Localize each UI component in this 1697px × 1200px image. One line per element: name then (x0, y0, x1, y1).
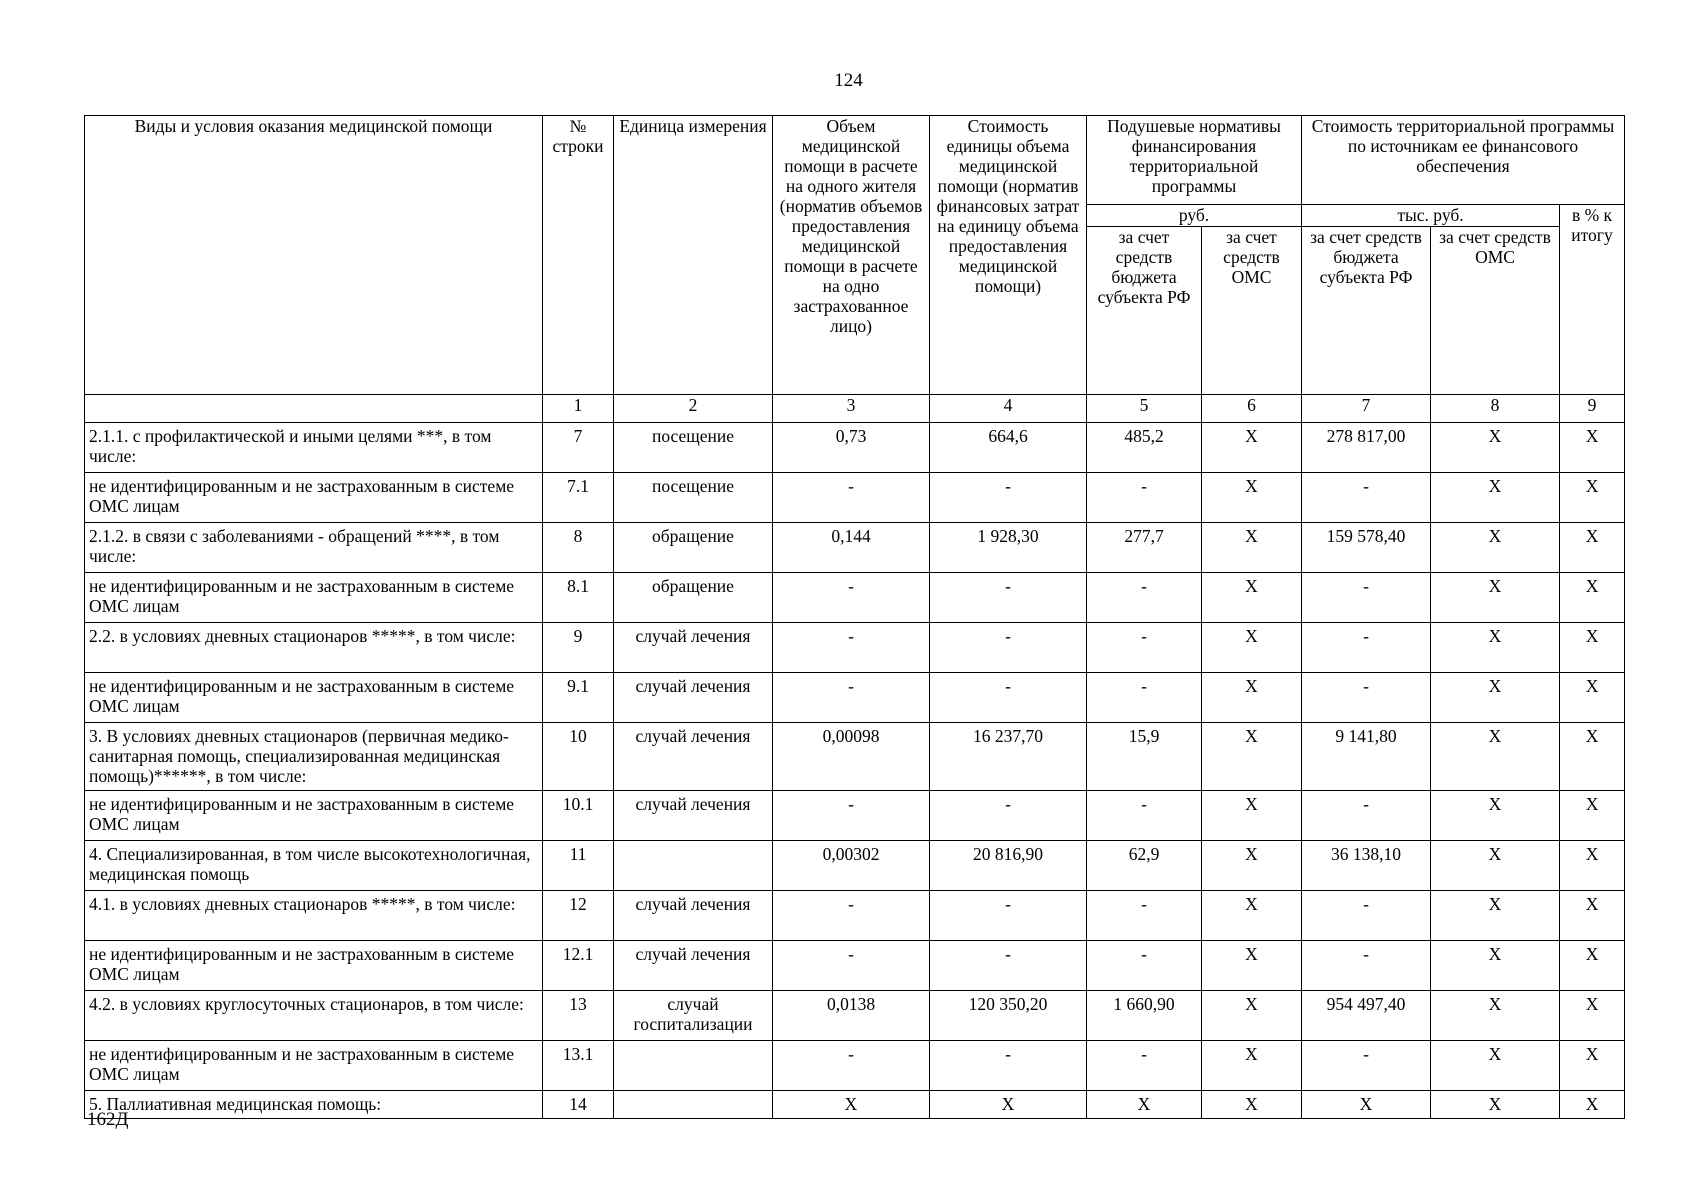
table-header (85, 116, 1625, 395)
table-row (85, 673, 1625, 723)
row-name: 4. Специализированная, в том числе высокотехнологичная, медицинская помощь (85, 841, 543, 891)
column-number (85, 395, 543, 423)
row-oms-rub: Х (1202, 841, 1302, 891)
row-oms-thous: Х (1431, 991, 1560, 1041)
header-budget-rub: за счет средств бюджета субъекта РФ (1087, 227, 1202, 395)
row-unit-cost: - (930, 891, 1087, 941)
row-volume: - (773, 1041, 930, 1091)
row-unit: случай лечения (614, 791, 773, 841)
row-budget-thous: 36 138,10 (1302, 841, 1431, 891)
row-budget-thous: - (1302, 791, 1431, 841)
row-budget-thous: - (1302, 573, 1431, 623)
row-oms-rub: Х (1202, 891, 1302, 941)
row-oms-rub: Х (1202, 941, 1302, 991)
row-oms-thous: Х (1431, 423, 1560, 473)
row-percent: Х (1560, 991, 1625, 1041)
row-unit: случай лечения (614, 891, 773, 941)
row-name: не идентифицированным и не застрахованным в системе ОМС лицам (85, 1041, 543, 1091)
row-budget-rub: 62,9 (1087, 841, 1202, 891)
row-unit: случай лечения (614, 623, 773, 673)
table-row (85, 941, 1625, 991)
row-unit-cost: - (930, 791, 1087, 841)
row-unit-cost: - (930, 573, 1087, 623)
row-name: 2.1.2. в связи с заболеваниями - обращений ****, в том числе: (85, 523, 543, 573)
table-row (85, 841, 1625, 891)
table-row (85, 1041, 1625, 1091)
table-row (85, 723, 1625, 791)
row-name: не идентифицированным и не застрахованным в системе ОМС лицам (85, 473, 543, 523)
table-row (85, 623, 1625, 673)
row-percent: Х (1560, 891, 1625, 941)
row-oms-rub: Х (1202, 623, 1302, 673)
row-volume: 0,00098 (773, 723, 930, 791)
row-budget-thous: 9 141,80 (1302, 723, 1431, 791)
row-name: 2.2. в условиях дневных стационаров *****, в том числе: (85, 623, 543, 673)
row-volume: - (773, 623, 930, 673)
row-unit: обращение (614, 523, 773, 573)
row-number: 13.1 (543, 1041, 614, 1091)
column-number: 1 (543, 395, 614, 423)
row-number: 9.1 (543, 673, 614, 723)
row-unit-cost: - (930, 1041, 1087, 1091)
row-oms-thous: Х (1431, 1041, 1560, 1091)
row-budget-thous: - (1302, 941, 1431, 991)
row-budget-rub: 485,2 (1087, 423, 1202, 473)
row-budget-thous: - (1302, 673, 1431, 723)
row-unit-cost: - (930, 941, 1087, 991)
column-number: 2 (614, 395, 773, 423)
row-oms-rub: Х (1202, 573, 1302, 623)
row-oms-rub: Х (1202, 723, 1302, 791)
row-name: не идентифицированным и не застрахованным в системе ОМС лицам (85, 791, 543, 841)
row-budget-thous: Х (1302, 1091, 1431, 1119)
row-volume: - (773, 941, 930, 991)
header-oms-thous: за счет средств ОМС (1431, 227, 1560, 395)
header-volume: Объем медицинской помощи в расчете на одного жителя (норматив объемов предоставления медицинской помощи в расчете на одно застрахованное лицо) (773, 116, 930, 395)
row-percent: Х (1560, 523, 1625, 573)
row-oms-thous: Х (1431, 1091, 1560, 1119)
row-oms-thous: Х (1431, 623, 1560, 673)
header-oms-rub: за счет средств ОМС (1202, 227, 1302, 395)
row-oms-thous: Х (1431, 791, 1560, 841)
table-row (85, 423, 1625, 473)
column-numbers (85, 395, 1625, 423)
row-percent: Х (1560, 723, 1625, 791)
row-budget-rub: - (1087, 791, 1202, 841)
table-row (85, 791, 1625, 841)
row-budget-rub: 15,9 (1087, 723, 1202, 791)
row-volume: - (773, 473, 930, 523)
row-percent: Х (1560, 791, 1625, 841)
row-unit (614, 841, 773, 891)
row-budget-thous: - (1302, 623, 1431, 673)
table-body (85, 423, 1625, 1119)
row-unit: посещение (614, 423, 773, 473)
row-unit: посещение (614, 473, 773, 523)
row-budget-thous: - (1302, 891, 1431, 941)
row-name: 2.1.1. с профилактической и иными целями ***, в том числе: (85, 423, 543, 473)
row-unit: случай госпитализации (614, 991, 773, 1041)
row-name: 4.2. в условиях круглосуточных стационаров, в том числе: (85, 991, 543, 1041)
row-number: 12.1 (543, 941, 614, 991)
row-volume: 0,144 (773, 523, 930, 573)
row-budget-rub: 1 660,90 (1087, 991, 1202, 1041)
table-row (85, 473, 1625, 523)
row-name: 3. В условиях дневных стационаров (первичная медико-санитарная помощь, специализированная медицинская помощь)******, в том числе: (85, 723, 543, 791)
row-unit: обращение (614, 573, 773, 623)
column-number: 4 (930, 395, 1087, 423)
row-oms-rub: Х (1202, 473, 1302, 523)
row-percent: Х (1560, 423, 1625, 473)
row-unit-cost: - (930, 623, 1087, 673)
row-volume: Х (773, 1091, 930, 1119)
row-budget-thous: 278 817,00 (1302, 423, 1431, 473)
table-row (85, 573, 1625, 623)
row-number: 8.1 (543, 573, 614, 623)
row-unit-cost: 16 237,70 (930, 723, 1087, 791)
row-oms-thous: Х (1431, 573, 1560, 623)
header-budget-thous: за счет средств бюджета субъекта РФ (1302, 227, 1431, 395)
row-budget-rub: 277,7 (1087, 523, 1202, 573)
column-number: 7 (1302, 395, 1431, 423)
row-volume: - (773, 673, 930, 723)
row-unit-cost: 20 816,90 (930, 841, 1087, 891)
row-name: 4.1. в условиях дневных стационаров *****, в том числе: (85, 891, 543, 941)
row-budget-thous: 159 578,40 (1302, 523, 1431, 573)
row-oms-thous: Х (1431, 841, 1560, 891)
footer-code: 162Д (87, 1109, 129, 1130)
row-volume: - (773, 573, 930, 623)
row-percent: Х (1560, 623, 1625, 673)
row-budget-rub: - (1087, 1041, 1202, 1091)
row-name: не идентифицированным и не застрахованным в системе ОМС лицам (85, 941, 543, 991)
row-budget-rub: - (1087, 673, 1202, 723)
row-unit-cost: 1 928,30 (930, 523, 1087, 573)
row-name: не идентифицированным и не застрахованным в системе ОМС лицам (85, 673, 543, 723)
row-oms-rub: Х (1202, 1041, 1302, 1091)
row-oms-thous: Х (1431, 473, 1560, 523)
row-budget-thous: - (1302, 473, 1431, 523)
column-number: 5 (1087, 395, 1202, 423)
financing-table (84, 115, 1625, 1119)
row-unit: случай лечения (614, 941, 773, 991)
row-number: 13 (543, 991, 614, 1041)
row-oms-thous: Х (1431, 673, 1560, 723)
row-number: 9 (543, 623, 614, 673)
row-volume: 0,00302 (773, 841, 930, 891)
row-percent: Х (1560, 1041, 1625, 1091)
row-unit: случай лечения (614, 673, 773, 723)
row-oms-rub: Х (1202, 423, 1302, 473)
header-percent-of-total: в % к итогу (1560, 205, 1625, 395)
header-thous-rub: тыс. руб. (1302, 205, 1560, 227)
row-budget-rub: - (1087, 941, 1202, 991)
row-name: не идентифицированным и не застрахованным в системе ОМС лицам (85, 573, 543, 623)
column-number: 8 (1431, 395, 1560, 423)
header-per-capita-norms: Подушевые нормативы финансирования территориальной программы (1087, 116, 1302, 205)
row-number: 8 (543, 523, 614, 573)
header-type-of-care: Виды и условия оказания медицинской помощи (85, 116, 543, 395)
row-number: 14 (543, 1091, 614, 1119)
row-oms-thous: Х (1431, 523, 1560, 573)
row-number: 7 (543, 423, 614, 473)
row-budget-rub: - (1087, 473, 1202, 523)
row-unit-cost: - (930, 473, 1087, 523)
row-unit: случай лечения (614, 723, 773, 791)
row-oms-thous: Х (1431, 723, 1560, 791)
row-budget-rub: - (1087, 573, 1202, 623)
row-budget-thous: 954 497,40 (1302, 991, 1431, 1041)
row-number: 7.1 (543, 473, 614, 523)
column-number: 6 (1202, 395, 1302, 423)
row-unit (614, 1091, 773, 1119)
header-program-cost: Стоимость территориальной программы по источникам ее финансового обеспечения (1302, 116, 1625, 205)
column-number: 3 (773, 395, 930, 423)
row-volume: 0,73 (773, 423, 930, 473)
row-volume: - (773, 891, 930, 941)
table-row (85, 523, 1625, 573)
row-unit (614, 1041, 773, 1091)
row-oms-rub: Х (1202, 991, 1302, 1041)
row-budget-rub: - (1087, 623, 1202, 673)
table-row (85, 991, 1625, 1041)
column-number: 9 (1560, 395, 1625, 423)
row-volume: 0,0138 (773, 991, 930, 1041)
row-budget-thous: - (1302, 1041, 1431, 1091)
row-percent: Х (1560, 941, 1625, 991)
row-oms-rub: Х (1202, 673, 1302, 723)
row-budget-rub: - (1087, 891, 1202, 941)
row-number: 10 (543, 723, 614, 791)
row-budget-rub: Х (1087, 1091, 1202, 1119)
row-number: 11 (543, 841, 614, 891)
row-percent: Х (1560, 841, 1625, 891)
row-number: 10.1 (543, 791, 614, 841)
page-number: 124 (834, 70, 863, 91)
row-percent: Х (1560, 673, 1625, 723)
row-unit-cost: - (930, 673, 1087, 723)
row-percent: Х (1560, 1091, 1625, 1119)
row-percent: Х (1560, 573, 1625, 623)
header-rub: руб. (1087, 205, 1302, 227)
row-unit-cost: Х (930, 1091, 1087, 1119)
row-unit-cost: 664,6 (930, 423, 1087, 473)
row-oms-rub: Х (1202, 523, 1302, 573)
row-percent: Х (1560, 473, 1625, 523)
header-unit-cost: Стоимость единицы объема медицинской помощи (норматив финансовых затрат на единицу объема предоставления медицинской помощи) (930, 116, 1087, 395)
table-row (85, 1091, 1625, 1119)
row-number: 12 (543, 891, 614, 941)
header-unit: Единица измерения (614, 116, 773, 395)
row-name: 5. Паллиативная медицинская помощь: (85, 1091, 543, 1119)
table-row (85, 891, 1625, 941)
row-volume: - (773, 791, 930, 841)
header-row-number: № строки (543, 116, 614, 395)
row-oms-thous: Х (1431, 941, 1560, 991)
row-oms-thous: Х (1431, 891, 1560, 941)
row-unit-cost: 120 350,20 (930, 991, 1087, 1041)
row-oms-rub: Х (1202, 1091, 1302, 1119)
row-oms-rub: Х (1202, 791, 1302, 841)
